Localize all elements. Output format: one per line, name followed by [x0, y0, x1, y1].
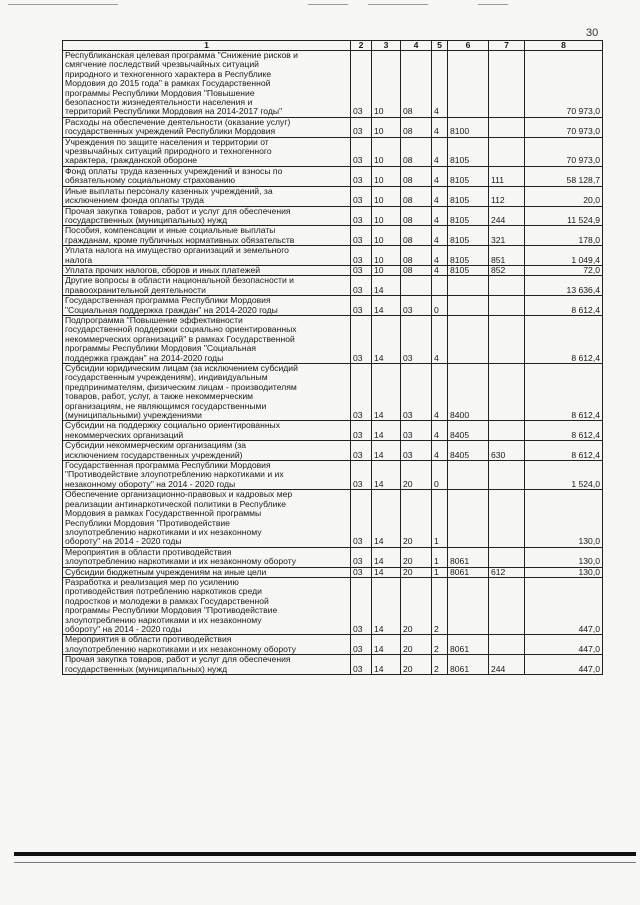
subsection-code-cell: 14 [372, 364, 401, 421]
subsection-code-cell: 14 [372, 490, 401, 547]
expense-type-cell [489, 364, 525, 421]
amount-cell: 1 524,0 [525, 461, 603, 490]
program-code-cell: 08 [401, 265, 432, 275]
target-item-cell [448, 461, 489, 490]
section-code-cell: 03 [351, 421, 372, 441]
program-code-cell: 20 [401, 547, 432, 567]
target-item-cell [448, 490, 489, 547]
subprogram-code-cell: 4 [432, 51, 448, 118]
scan-bottom-bar [14, 852, 636, 856]
amount-cell: 70 973,0 [525, 51, 603, 118]
target-item-cell [448, 51, 489, 118]
header-cell: 2 [351, 41, 372, 51]
table-row [63, 296, 603, 316]
expense-type-cell: 244 [489, 655, 525, 675]
program-code-cell: 03 [401, 296, 432, 316]
expense-type-cell [489, 635, 525, 655]
amount-cell: 447,0 [525, 655, 603, 675]
amount-cell: 178,0 [525, 226, 603, 246]
row-name-cell: Иные выплаты персоналу казенных учреждений, за исключением фонда оплаты труда [63, 186, 351, 206]
section-code-cell: 03 [351, 51, 372, 118]
subsection-code-cell: 10 [372, 51, 401, 118]
table-body [63, 51, 603, 675]
target-item-cell: 8105 [448, 186, 489, 206]
table-row [63, 246, 603, 266]
header-cell: 6 [448, 41, 489, 51]
section-code-cell: 03 [351, 364, 372, 421]
header-cell: 4 [401, 41, 432, 51]
expense-type-cell: 630 [489, 441, 525, 461]
program-code-cell: 20 [401, 567, 432, 577]
amount-cell: 8 612,4 [525, 421, 603, 441]
program-code-cell: 03 [401, 421, 432, 441]
program-code-cell: 08 [401, 51, 432, 118]
table-row [63, 461, 603, 490]
table-row [63, 276, 603, 296]
subsection-code-cell: 10 [372, 117, 401, 137]
subprogram-code-cell: 4 [432, 117, 448, 137]
section-code-cell: 03 [351, 461, 372, 490]
expense-type-cell [489, 490, 525, 547]
subsection-code-cell: 10 [372, 166, 401, 186]
section-code-cell: 03 [351, 315, 372, 363]
target-item-cell: 8061 [448, 655, 489, 675]
table-row [63, 635, 603, 655]
table-row [63, 315, 603, 363]
row-name-cell: Прочая закупка товаров, работ и услуг для обеспечения государственных (муниципальных) нужд [63, 655, 351, 675]
table-row [63, 166, 603, 186]
subprogram-code-cell: 1 [432, 567, 448, 577]
target-item-cell: 8061 [448, 635, 489, 655]
subprogram-code-cell: 1 [432, 547, 448, 567]
expense-type-cell [489, 421, 525, 441]
table-row [63, 265, 603, 275]
row-name-cell: Государственная программа Республики Мордовия "Противодействие злоупотреблению наркотиками и их незаконному обороту" на 2014 - 2020 годы [63, 461, 351, 490]
target-item-cell: 8105 [448, 226, 489, 246]
row-name-cell: Пособия, компенсации и иные социальные выплаты гражданам, кроме публичных нормативных обязательств [63, 226, 351, 246]
scan-bottom-line [14, 862, 636, 863]
table-row [63, 421, 603, 441]
subprogram-code-cell: 4 [432, 421, 448, 441]
expense-type-cell [489, 577, 525, 634]
row-name-cell: Республиканская целевая программа "Снижение рисков и смягчение последствий чрезвычайных ситуаций природного и техногенного характера в Республике Мордовия до 2015 года" в рамках Государственной программы Республики Мордовия "Повышение безопасности жизнедеятельности населения и территорий Республики Мордовия на 2014-2017 годы" [63, 51, 351, 118]
expense-type-cell: 112 [489, 186, 525, 206]
subsection-code-cell: 10 [372, 186, 401, 206]
row-name-cell: Уплата прочих налогов, сборов и иных платежей [63, 265, 351, 275]
table-row [63, 547, 603, 567]
target-item-cell: 8105 [448, 246, 489, 266]
expense-type-cell [489, 461, 525, 490]
expense-type-cell: 244 [489, 206, 525, 226]
table-row [63, 206, 603, 226]
amount-cell: 70 973,0 [525, 117, 603, 137]
target-item-cell: 8405 [448, 441, 489, 461]
subsection-code-cell: 14 [372, 547, 401, 567]
row-name-cell: Прочая закупка товаров, работ и услуг для обеспечения государственных (муниципальных) нужд [63, 206, 351, 226]
scan-top-marks [8, 2, 628, 8]
program-code-cell: 08 [401, 117, 432, 137]
row-name-cell: Субсидии некоммерческим организациям (за исключением государственных учреждений) [63, 441, 351, 461]
expense-type-cell [489, 51, 525, 118]
header-cell: 3 [372, 41, 401, 51]
section-code-cell: 03 [351, 206, 372, 226]
row-name-cell: Мероприятия в области противодействия злоупотреблению наркотиками и их незаконному обороту [63, 635, 351, 655]
table-row [63, 655, 603, 675]
budget-table [62, 40, 603, 675]
subsection-code-cell: 14 [372, 655, 401, 675]
subprogram-code-cell: 4 [432, 226, 448, 246]
amount-cell: 8 612,4 [525, 364, 603, 421]
subsection-code-cell: 14 [372, 567, 401, 577]
section-code-cell: 03 [351, 441, 372, 461]
program-code-cell: 08 [401, 186, 432, 206]
amount-cell: 70 973,0 [525, 137, 603, 166]
subsection-code-cell: 14 [372, 296, 401, 316]
amount-cell: 8 612,4 [525, 296, 603, 316]
row-name-cell: Фонд оплаты труда казенных учреждений и взносы по обязательному социальному страхованию [63, 166, 351, 186]
section-code-cell: 03 [351, 246, 372, 266]
expense-type-cell [489, 296, 525, 316]
target-item-cell: 8400 [448, 364, 489, 421]
subprogram-code-cell: 4 [432, 441, 448, 461]
amount-cell: 130,0 [525, 567, 603, 577]
expense-type-cell [489, 276, 525, 296]
row-name-cell: Субсидии на поддержку социально ориентированных некоммерческих организаций [63, 421, 351, 441]
program-code-cell: 08 [401, 226, 432, 246]
table-row [63, 137, 603, 166]
subprogram-code-cell: 4 [432, 315, 448, 363]
subprogram-code-cell: 1 [432, 490, 448, 547]
target-item-cell: 8061 [448, 567, 489, 577]
section-code-cell: 03 [351, 117, 372, 137]
subprogram-code-cell [432, 276, 448, 296]
row-name-cell: Учреждения по защите населения и территории от чрезвычайных ситуаций природного и техногенного характера, гражданской обороне [63, 137, 351, 166]
section-code-cell: 03 [351, 655, 372, 675]
program-code-cell: 20 [401, 461, 432, 490]
subsection-code-cell: 14 [372, 276, 401, 296]
expense-type-cell [489, 117, 525, 137]
target-item-cell [448, 296, 489, 316]
amount-cell: 130,0 [525, 547, 603, 567]
subsection-code-cell: 14 [372, 441, 401, 461]
table-row [63, 51, 603, 118]
header-cell: 8 [525, 41, 603, 51]
header-cell: 5 [432, 41, 448, 51]
table-row [63, 186, 603, 206]
program-code-cell: 03 [401, 441, 432, 461]
amount-cell: 13 636,4 [525, 276, 603, 296]
subsection-code-cell: 10 [372, 226, 401, 246]
table-row [63, 226, 603, 246]
expense-type-cell [489, 315, 525, 363]
subsection-code-cell: 14 [372, 315, 401, 363]
table-row [63, 441, 603, 461]
program-code-cell: 08 [401, 206, 432, 226]
target-item-cell: 8405 [448, 421, 489, 441]
section-code-cell: 03 [351, 276, 372, 296]
subprogram-code-cell: 4 [432, 186, 448, 206]
page-number: 30 [586, 27, 599, 39]
amount-cell: 8 612,4 [525, 441, 603, 461]
subsection-code-cell: 14 [372, 421, 401, 441]
row-name-cell: Расходы на обеспечение деятельности (оказание услуг) государственных учреждений Республики Мордовия [63, 117, 351, 137]
table-row [63, 117, 603, 137]
expense-type-cell: 851 [489, 246, 525, 266]
row-name-cell: Обеспечение организационно-правовых и кадровых мер реализации антинаркотической политики в Республике Мордовия в рамках Государственной программы Республики Мордовия "Противодействие злоупотреблению наркотиками и их незаконному обороту" на 2014 - 2020 годы [63, 490, 351, 547]
table-row [63, 567, 603, 577]
section-code-cell: 03 [351, 490, 372, 547]
expense-type-cell: 111 [489, 166, 525, 186]
amount-cell: 72,0 [525, 265, 603, 275]
program-code-cell: 03 [401, 315, 432, 363]
expense-type-cell: 852 [489, 265, 525, 275]
amount-cell: 20,0 [525, 186, 603, 206]
target-item-cell [448, 315, 489, 363]
program-code-cell: 20 [401, 577, 432, 634]
target-item-cell: 8100 [448, 117, 489, 137]
subprogram-code-cell: 4 [432, 166, 448, 186]
expense-type-cell [489, 137, 525, 166]
subprogram-code-cell: 4 [432, 364, 448, 421]
subprogram-code-cell: 0 [432, 296, 448, 316]
subprogram-code-cell: 2 [432, 635, 448, 655]
subsection-code-cell: 10 [372, 265, 401, 275]
section-code-cell: 03 [351, 137, 372, 166]
header-cell: 1 [63, 41, 351, 51]
subsection-code-cell: 14 [372, 635, 401, 655]
target-item-cell: 8105 [448, 137, 489, 166]
target-item-cell: 8105 [448, 206, 489, 226]
amount-cell: 8 612,4 [525, 315, 603, 363]
subsection-code-cell: 14 [372, 577, 401, 634]
subprogram-code-cell: 4 [432, 137, 448, 166]
row-name-cell: Подпрограмма "Повышение эффективности государственной поддержки социально ориентированных некоммерческих организаций" в рамках Государственной программы Республики Мордовия "Социальная поддержка граждан" на 2014-2020 годы [63, 315, 351, 363]
section-code-cell: 03 [351, 567, 372, 577]
program-code-cell: 20 [401, 635, 432, 655]
program-code-cell: 08 [401, 166, 432, 186]
subprogram-code-cell: 0 [432, 461, 448, 490]
subsection-code-cell: 10 [372, 206, 401, 226]
target-item-cell: 8105 [448, 166, 489, 186]
subsection-code-cell: 10 [372, 137, 401, 166]
target-item-cell [448, 276, 489, 296]
section-code-cell: 03 [351, 296, 372, 316]
subprogram-code-cell: 2 [432, 577, 448, 634]
amount-cell: 447,0 [525, 577, 603, 634]
row-name-cell: Мероприятия в области противодействия злоупотреблению наркотиками и их незаконному обороту [63, 547, 351, 567]
header-cell: 7 [489, 41, 525, 51]
section-code-cell: 03 [351, 635, 372, 655]
table-row [63, 577, 603, 634]
subsection-code-cell: 10 [372, 246, 401, 266]
program-code-cell [401, 276, 432, 296]
table-row [63, 490, 603, 547]
row-name-cell: Разработка и реализация мер по усилению противодействия потреблению наркотиков среди подростков и молодежи в рамках Государственной программы Республики Мордовия "Противодействие злоупотреблению наркотиками и их незаконному обороту" на 2014 - 2020 годы [63, 577, 351, 634]
program-code-cell: 20 [401, 490, 432, 547]
row-name-cell: Другие вопросы в области национальной безопасности и правоохранительной деятельности [63, 276, 351, 296]
program-code-cell: 20 [401, 655, 432, 675]
row-name-cell: Государственная программа Республики Мордовия "Социальная поддержка граждан" на 2014-2020 годы [63, 296, 351, 316]
amount-cell: 130,0 [525, 490, 603, 547]
row-name-cell: Уплата налога на имущество организаций и земельного налога [63, 246, 351, 266]
table-row [63, 364, 603, 421]
target-item-cell: 8105 [448, 265, 489, 275]
expense-type-cell: 321 [489, 226, 525, 246]
subprogram-code-cell: 4 [432, 265, 448, 275]
table-header-row [63, 41, 603, 51]
amount-cell: 58 128,7 [525, 166, 603, 186]
amount-cell: 11 524,9 [525, 206, 603, 226]
section-code-cell: 03 [351, 547, 372, 567]
subsection-code-cell: 14 [372, 461, 401, 490]
row-name-cell: Субсидии юридическим лицам (за исключением субсидий государственным учреждениям), индивидуальным предпринимателям, физическим лицам - производителям товаров, работ, услуг, а также некоммерческим организациям, не являющимся государственными (муниципальными) учреждениями [63, 364, 351, 421]
expense-type-cell [489, 547, 525, 567]
amount-cell: 1 049,4 [525, 246, 603, 266]
section-code-cell: 03 [351, 226, 372, 246]
expense-type-cell: 612 [489, 567, 525, 577]
row-name-cell: Субсидии бюджетным учреждениям на иные цели [63, 567, 351, 577]
subprogram-code-cell: 4 [432, 246, 448, 266]
section-code-cell: 03 [351, 186, 372, 206]
target-item-cell: 8061 [448, 547, 489, 567]
amount-cell: 447,0 [525, 635, 603, 655]
section-code-cell: 03 [351, 265, 372, 275]
subprogram-code-cell: 4 [432, 206, 448, 226]
program-code-cell: 08 [401, 137, 432, 166]
program-code-cell: 08 [401, 246, 432, 266]
program-code-cell: 03 [401, 364, 432, 421]
target-item-cell [448, 577, 489, 634]
section-code-cell: 03 [351, 577, 372, 634]
subprogram-code-cell: 2 [432, 655, 448, 675]
section-code-cell: 03 [351, 166, 372, 186]
